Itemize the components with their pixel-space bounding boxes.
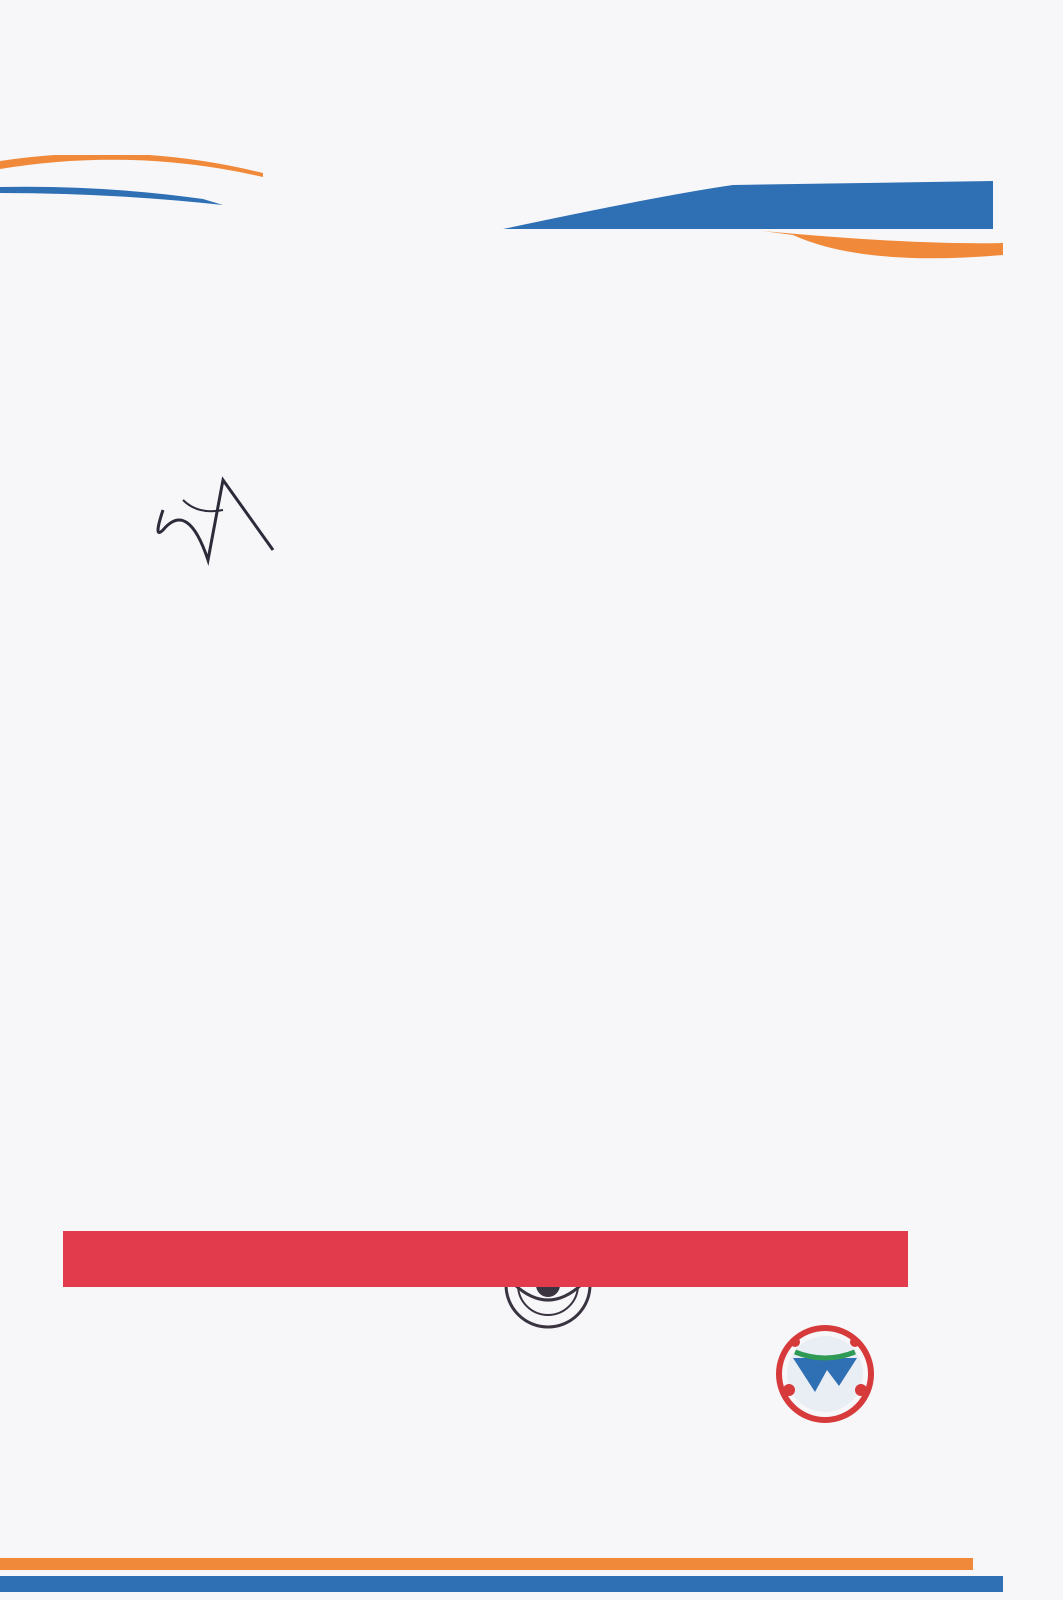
list-item	[73, 884, 973, 914]
list-item	[73, 760, 973, 820]
publication-date	[73, 1194, 413, 1220]
notice-banner-title	[63, 1231, 908, 1287]
list-item	[73, 728, 973, 758]
place-line	[413, 1372, 623, 1392]
bottom-orange-curve	[0, 155, 263, 177]
list-item	[73, 916, 973, 946]
top-decorative-stripes	[0, 1550, 1063, 1600]
list-item	[73, 822, 973, 882]
masthead-title	[278, 1397, 758, 1455]
bottom-orange-wave	[763, 231, 1003, 258]
list-item	[73, 696, 973, 726]
bottom-blue-band	[503, 181, 993, 229]
list-item	[73, 1012, 973, 1072]
list-item	[73, 948, 973, 978]
bottom-blue-wave	[0, 187, 223, 205]
signatory-title	[81, 386, 231, 410]
municipality-emblem-icon	[765, 1318, 885, 1430]
top-orange-stripe	[0, 1558, 973, 1570]
handwritten-signature-icon	[133, 470, 283, 570]
signatory-name	[81, 414, 231, 440]
list-item	[73, 980, 973, 1010]
top-blue-stripe	[0, 1576, 1003, 1592]
office-name-line	[285, 1461, 755, 1483]
notice-items-list	[73, 694, 973, 1072]
bottom-decorative-stripes	[0, 155, 1063, 265]
notice-intro	[73, 1080, 953, 1190]
